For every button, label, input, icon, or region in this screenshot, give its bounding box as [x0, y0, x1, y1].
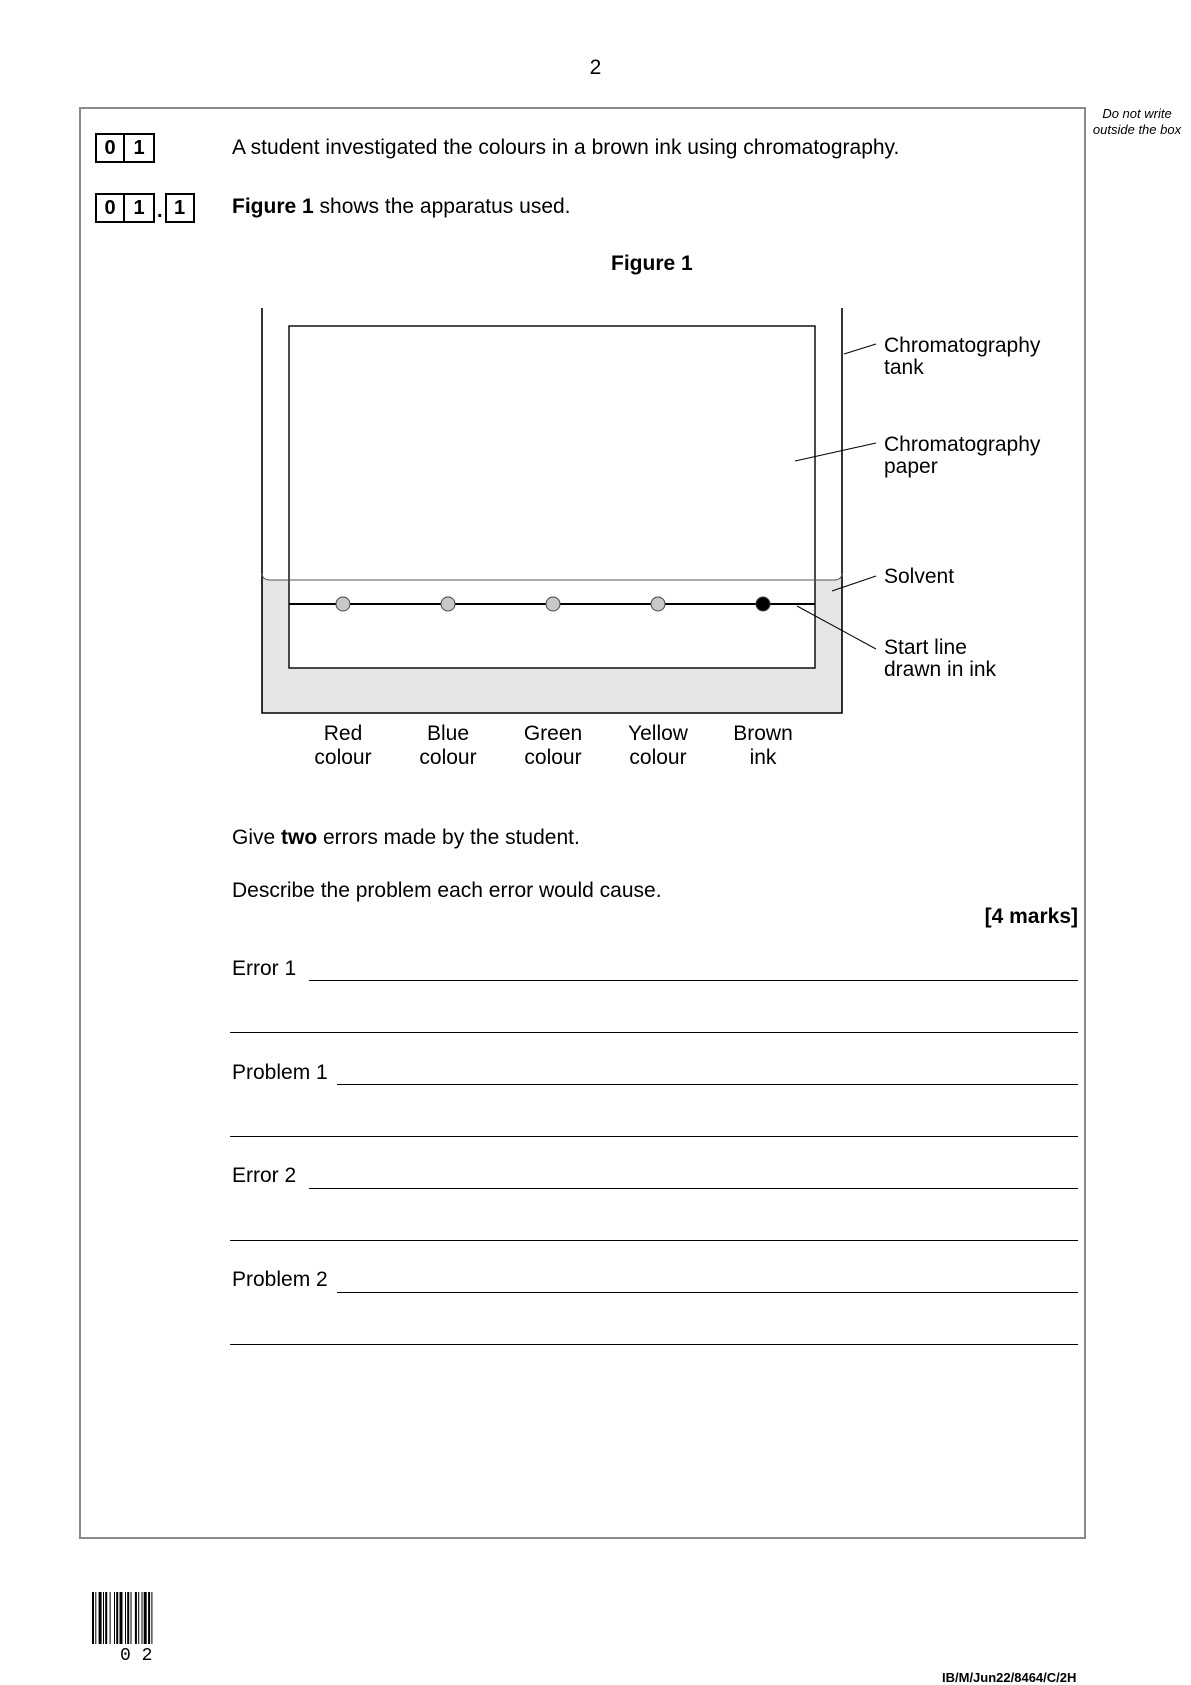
paper-label-line2: paper — [884, 455, 938, 478]
spot-label-green-2: colour — [524, 746, 582, 769]
instruction-1-post: errors made by the student. — [317, 826, 580, 849]
answer-line-error-1[interactable] — [309, 980, 1078, 981]
spot-blue — [441, 597, 455, 611]
spot-label-red-1: Red — [323, 722, 363, 745]
spot-label-red-2: colour — [314, 746, 372, 769]
question-stem: A student investigated the colours in a brown ink using chromatography. — [232, 136, 900, 159]
qnum-digit: 0 — [95, 193, 125, 223]
tank-leader — [844, 344, 876, 354]
qnum-digit: 0 — [95, 133, 125, 163]
instruction-1 — [232, 826, 580, 850]
answer-line-problem-1[interactable] — [337, 1084, 1078, 1085]
spot-label-yellow-1: Yellow — [628, 722, 688, 745]
answer-line-problem-1-cont[interactable] — [230, 1136, 1078, 1137]
tank-label-line1: Chromatography — [884, 334, 1041, 357]
spot-red — [336, 597, 350, 611]
qnum-digit: 1 — [125, 193, 155, 223]
spot-label-green-1: Green — [523, 722, 583, 745]
barcode-number: 0 2 — [120, 1646, 153, 1666]
spot-green — [546, 597, 560, 611]
barcode — [92, 1592, 204, 1646]
spot-label-yellow-2: colour — [629, 746, 687, 769]
spot-label-blue-1: Blue — [426, 722, 470, 745]
instruction-2: Describe the problem each error would cause. — [232, 879, 662, 902]
answer-line-problem-2[interactable] — [337, 1292, 1078, 1293]
spot-label-brown-1: Brown — [733, 722, 793, 745]
chromatography-diagram — [0, 0, 1191, 800]
paper-label-line1: Chromatography — [884, 433, 1041, 456]
answer-line-error-2-cont[interactable] — [230, 1240, 1078, 1241]
page-number: 2 — [589, 56, 602, 79]
figure-ref: Figure 1 — [232, 195, 314, 218]
margin-note: Do not write outside the box — [1092, 106, 1182, 137]
instruction-1-pre: Give — [232, 826, 282, 849]
spot-label-blue-2: colour — [419, 746, 477, 769]
answer-line-problem-2-cont[interactable] — [230, 1344, 1078, 1345]
solvent-label: Solvent — [884, 565, 955, 588]
answer-label-problem-2: Problem 2 — [232, 1268, 328, 1291]
qnum-digit: 1 — [165, 193, 195, 223]
qnum-dot: . — [157, 200, 163, 222]
answer-label-error-2: Error 2 — [232, 1164, 297, 1187]
marks-allocation: [4 marks] — [984, 905, 1078, 928]
answer-line-error-2[interactable] — [309, 1188, 1078, 1189]
figure-title: Figure 1 — [611, 252, 693, 275]
start-line-label-line1: Start line — [884, 636, 967, 659]
qnum-digit: 1 — [125, 133, 155, 163]
footer-code: IB/M/Jun22/8464/C/2H — [942, 1670, 1077, 1685]
start-line-label-line2: drawn in ink — [884, 658, 997, 681]
chromatography-paper — [289, 326, 815, 668]
answer-line-error-1-cont[interactable] — [230, 1032, 1078, 1033]
answer-label-problem-1: Problem 1 — [232, 1061, 328, 1084]
instruction-1-bold: two — [281, 826, 318, 849]
spot-brown — [756, 597, 770, 611]
subquestion-text-rest: shows the apparatus used. — [313, 195, 571, 218]
answer-label-error-1: Error 1 — [232, 957, 297, 980]
spot-label-brown-2: ink — [749, 746, 777, 769]
spot-yellow — [651, 597, 665, 611]
tank-label-line2: tank — [884, 356, 924, 379]
